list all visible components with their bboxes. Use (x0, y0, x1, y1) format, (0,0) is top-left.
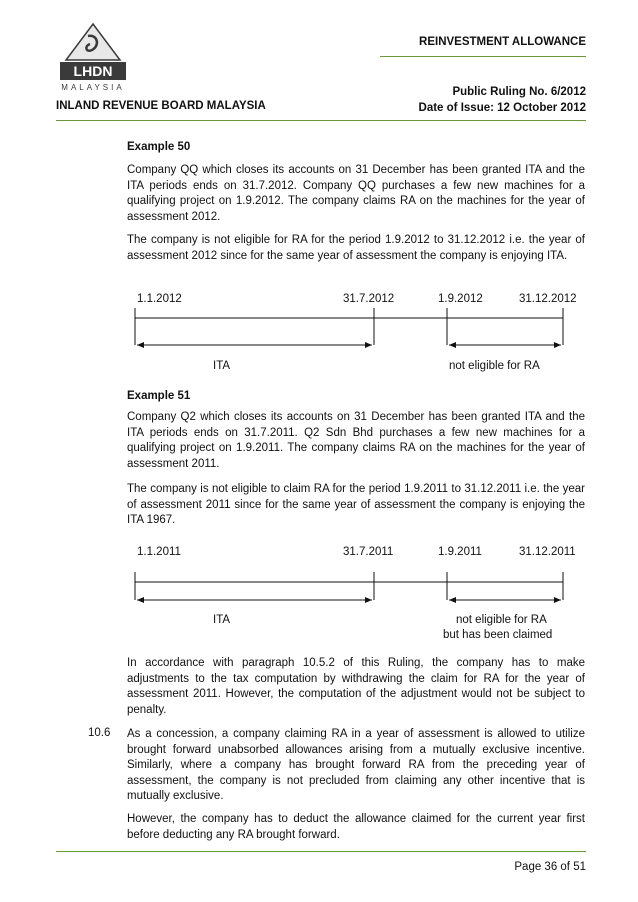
timeline-50-ita-label: ITA (213, 360, 231, 372)
example-50-paragraph-1: Company QQ which closes its accounts on 31 December has been granted ITA and the ITA periods ends on 31.7.2012. Company QQ purchases a few new machines for a qualifying project on 1.9.2012. The company claims RA on the machines for the year of assessment 2012. (127, 164, 585, 223)
timeline-51-arrow-l2 (449, 597, 456, 603)
page-number: Page 36 of 51 (514, 861, 586, 873)
timeline-51-ita-label: ITA (213, 614, 231, 626)
example-51-paragraph-2: The company is not eligible to claim RA for the period 1.9.2011 to 31.12.2011 i.e. the year of assessment 2011 since for the same year of assessment the company is enjoying the ITA 1967. (127, 483, 585, 526)
footer-divider (56, 851, 586, 852)
section-10-6-paragraph-2: However, the company has to deduct the allowance claimed for the current year first before deducting any RA brought forward. (127, 813, 585, 841)
timeline-51-arrow-l1 (137, 597, 144, 603)
example-51-heading: Example 51 (127, 390, 191, 402)
timeline-50-date-2: 31.7.2012 (343, 293, 395, 305)
section-number: 10.6 (88, 727, 111, 739)
section-10-6-paragraph-1: As a concession, a company claiming RA in a year of assessment is allowed to utilize brought forward unabsorbed allowances arising from a mutually exclusive incentive. Similarly, where a company has brought forward RA from the preceding year of assessment, the company is not precluded from claiming any other incentive that is mutually exclusive. (127, 728, 585, 802)
organization-name: INLAND REVENUE BOARD MALAYSIA (56, 100, 266, 112)
timeline-50-arrow-l1 (137, 342, 144, 348)
timeline-51-claimed-label: but has been claimed (443, 629, 553, 641)
timeline-50-arrow-l2 (449, 342, 456, 348)
timeline-51-date-2: 31.7.2011 (343, 546, 394, 558)
ruling-number: Public Ruling No. 6/2012 (452, 86, 586, 98)
timeline-51-date-1: 1.1.2011 (137, 546, 181, 558)
timeline-51-arrow-r2 (554, 597, 561, 603)
issue-date: Date of Issue: 12 October 2012 (418, 102, 586, 114)
timeline-50-date-4: 31.12.2012 (519, 293, 577, 305)
logo-subtext: MALAYSIA (61, 83, 125, 92)
timeline-50-date-3: 1.9.2012 (438, 293, 483, 305)
section-title: REINVESTMENT ALLOWANCE (419, 36, 586, 48)
timeline-50-date-1: 1.1.2012 (137, 293, 182, 305)
timeline-50-arrow-r1 (365, 342, 372, 348)
example-51-paragraph-3: In accordance with paragraph 10.5.2 of this Ruling, the company has to make adjustments to the tax computation by withdrawing the claim for RA for the year of assessment 2011. However, the computation of the adjustment would not be subject to penalty. (127, 657, 585, 716)
timeline-50-arrow-r2 (554, 342, 561, 348)
example-50-paragraph-2: The company is not eligible for RA for the period 1.9.2012 to 31.12.2012 i.e. the year of assessment 2012 since for the same year of assessment the company is enjoying ITA. (127, 234, 585, 262)
timeline-51-ra-label: not eligible for RA (456, 614, 547, 626)
timeline-51-date-4: 31.12.2011 (519, 546, 576, 558)
timeline-50-ra-label: not eligible for RA (449, 360, 540, 372)
timeline-51-arrow-r1 (365, 597, 372, 603)
logo-text: LHDN (73, 63, 113, 79)
example-50-heading: Example 50 (127, 141, 191, 153)
timeline-51-date-3: 1.9.2011 (438, 546, 482, 558)
example-51-paragraph-1: Company Q2 which closes its accounts on 31 December has been granted ITA and the ITA periods ends on 31.7.2011. Q2 Sdn Bhd purchases a few new machines for a qualifying project on 1.9.2011. The company claims RA on the machines for the year of assessment 2011. (127, 411, 585, 470)
